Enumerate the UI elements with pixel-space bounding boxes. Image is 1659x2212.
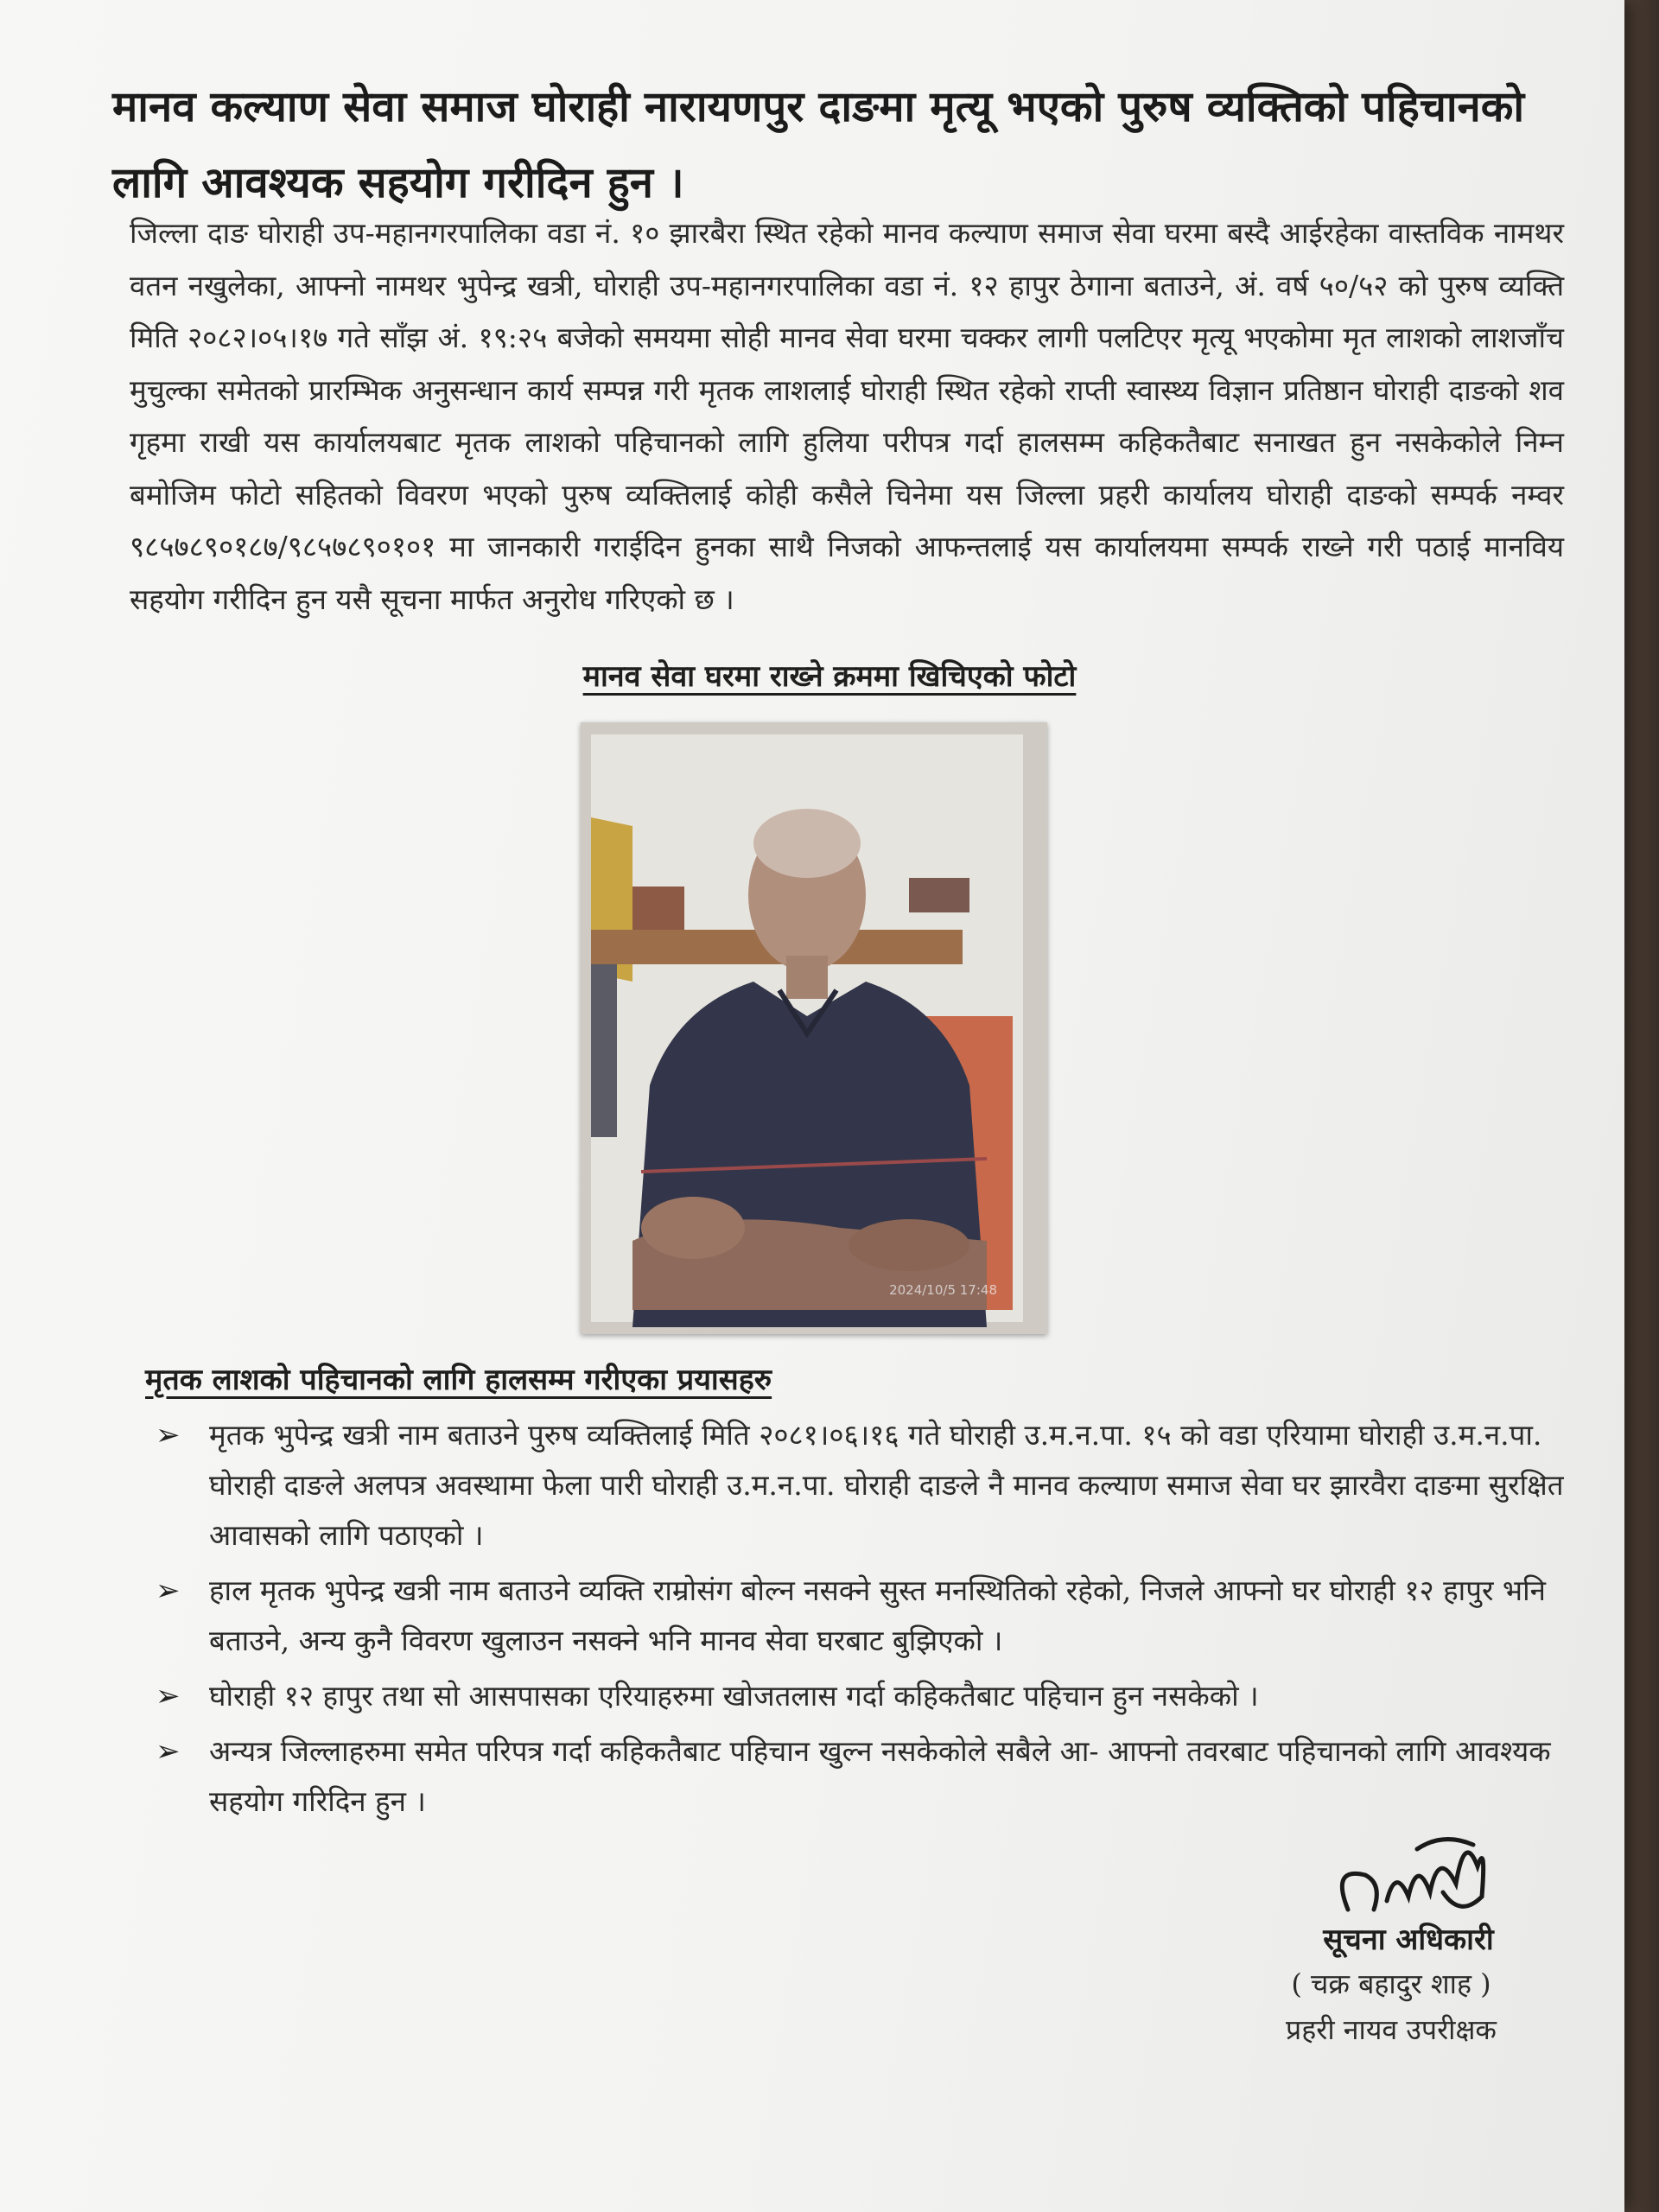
effort-text: अन्यत्र जिल्लाहरुमा समेत परिपत्र गर्दा कहिकतैबाट पहिचान खुल्न नसकेकोले सबैले आ- आफ्नो तवरबाट पहिचानको लागि आवश्यक सहयोग गरिदिन हुन । — [209, 1734, 1551, 1818]
list-item — [156, 1671, 1590, 1721]
deceased-photo — [581, 722, 1047, 1334]
notice-title: मानव कल्याण सेवा समाज घोराही नारायणपुर दाङमा मृत्यू भएको पुरुष व्यक्तिको पहिचानको लागि आवश्यक सहयोग गरीदिन हुन । — [112, 82, 1525, 207]
signatory-title: सूचना अधिकारी — [1323, 1923, 1494, 1957]
list-item — [156, 1726, 1590, 1827]
effort-text: हाल मृतक भुपेन्द्र खत्री नाम बताउने व्यक्ति राम्रोसंग बोल्न नसक्ने सुस्त मनस्थितिको रहेको, निजले आफ्नो घर घोराही १२ हापुर भनि बताउने, अन्य कुनै विवरण खुलाउन नसक्ने भनि मानव सेवा घरबाट बुझिएको । — [209, 1573, 1546, 1657]
handwritten-signature — [1244, 1815, 1538, 1927]
list-item — [156, 1410, 1590, 1560]
notice-body: जिल्ला दाङ घोराही उप-महानगरपालिका वडा नं. १० झारबैरा स्थित रहेको मानव कल्याण समाज सेवा घरमा बस्दै आईरहेका वास्तविक नामथर वतन नखुलेका, आफ्नो नामथर भुपेन्द्र खत्री, घोराही उप-महानगरपालिका वडा नं. १२ हापुर ठेगाना बताउने, अं. वर्ष ५०/५२ को पुरुष व्यक्ति मिति २०८२।०५।१७ गते साँझ अं. १९:२५ बजेको समयमा सोही मानव सेवा घरमा चक्कर लागी पलटिएर मृत्यू भएकोमा मृत लाशको लाशजाँच मुचुल्का समेतको प्रारम्भिक अनुसन्धान कार्य सम्पन्न गरी मृतक लाशलाई घोराही स्थित रहेको राप्ती स्वास्थ्य विज्ञान प्रतिष्ठान घोराही दाङको शव गृहमा राखी यस कार्यालयबाट मृतक लाशको पहिचानको लागि हुलिया परीपत्र गर्दा हालसम्म कहिकतैबाट सनाखत हुन नसकेकोले निम्न बमोजिम फोटो सहितको विवरण भएको पुरुष व्यक्तिलाई कोही कसैले चिनेमा यस जिल्ला प्रहरी कार्यालय घोराही दाङको सम्पर्क नम्वर ९८५७८९०१८७/९८५७८९०१०१ मा जानकारी गराईदिन हुनका साथै निजको आफन्तलाई यस कार्यालयमा सम्पर्क राख्ने गरी पठाई मानविय सहयोग गरीदिन हुन यसै सूचना मार्फत अनुरोध गरिएको छ । — [130, 216, 1564, 616]
efforts-heading: मृतक लाशको पहिचानको लागि हालसम्म गरीएका प्रयासहरु — [145, 1363, 772, 1397]
efforts-list — [156, 1410, 1590, 1832]
arrow-bullet-icon: ➢ — [156, 1734, 181, 1769]
effort-text: मृतक भुपेन्द्र खत्री नाम बताउने पुरुष व्यक्तिलाई मिति २०८१।०६।१६ गते घोराही उ.म.न.पा. १५ को वडा एरियामा घोराही उ.म.न.पा. घोराही दाङले अलपत्र अवस्थामा फेला पारी घोराही उ.म.न.पा. घोराही दाङले नै मानव कल्याण समाज सेवा घर झारवैरा दाङमा सुरक्षित आवासको लागि पठाएको । — [209, 1418, 1564, 1552]
signatory-name: ( चक्र बहादुर शाह ) — [1291, 1967, 1491, 2000]
deceased-photo-image — [581, 722, 1047, 1334]
effort-text: घोराही १२ हापुर तथा सो आसपासका एरियाहरुमा खोजतलास गर्दा कहिकतैबाट पहिचान हुन नसकेको । — [209, 1679, 1259, 1713]
photo-timestamp: 2024/10/5 17:48 — [889, 1282, 997, 1298]
arrow-bullet-icon: ➢ — [156, 1573, 181, 1608]
list-item — [156, 1566, 1590, 1666]
signatory-block — [1227, 1918, 1555, 2056]
signatory-rank: प्रहरी नायव उपरीक्षक — [1286, 2013, 1497, 2046]
arrow-bullet-icon: ➢ — [156, 1679, 181, 1713]
photo-caption: मानव सेवा घरमा राख्ने क्रममा खिचिएको फोटो — [582, 659, 1077, 694]
arrow-bullet-icon: ➢ — [156, 1418, 181, 1452]
